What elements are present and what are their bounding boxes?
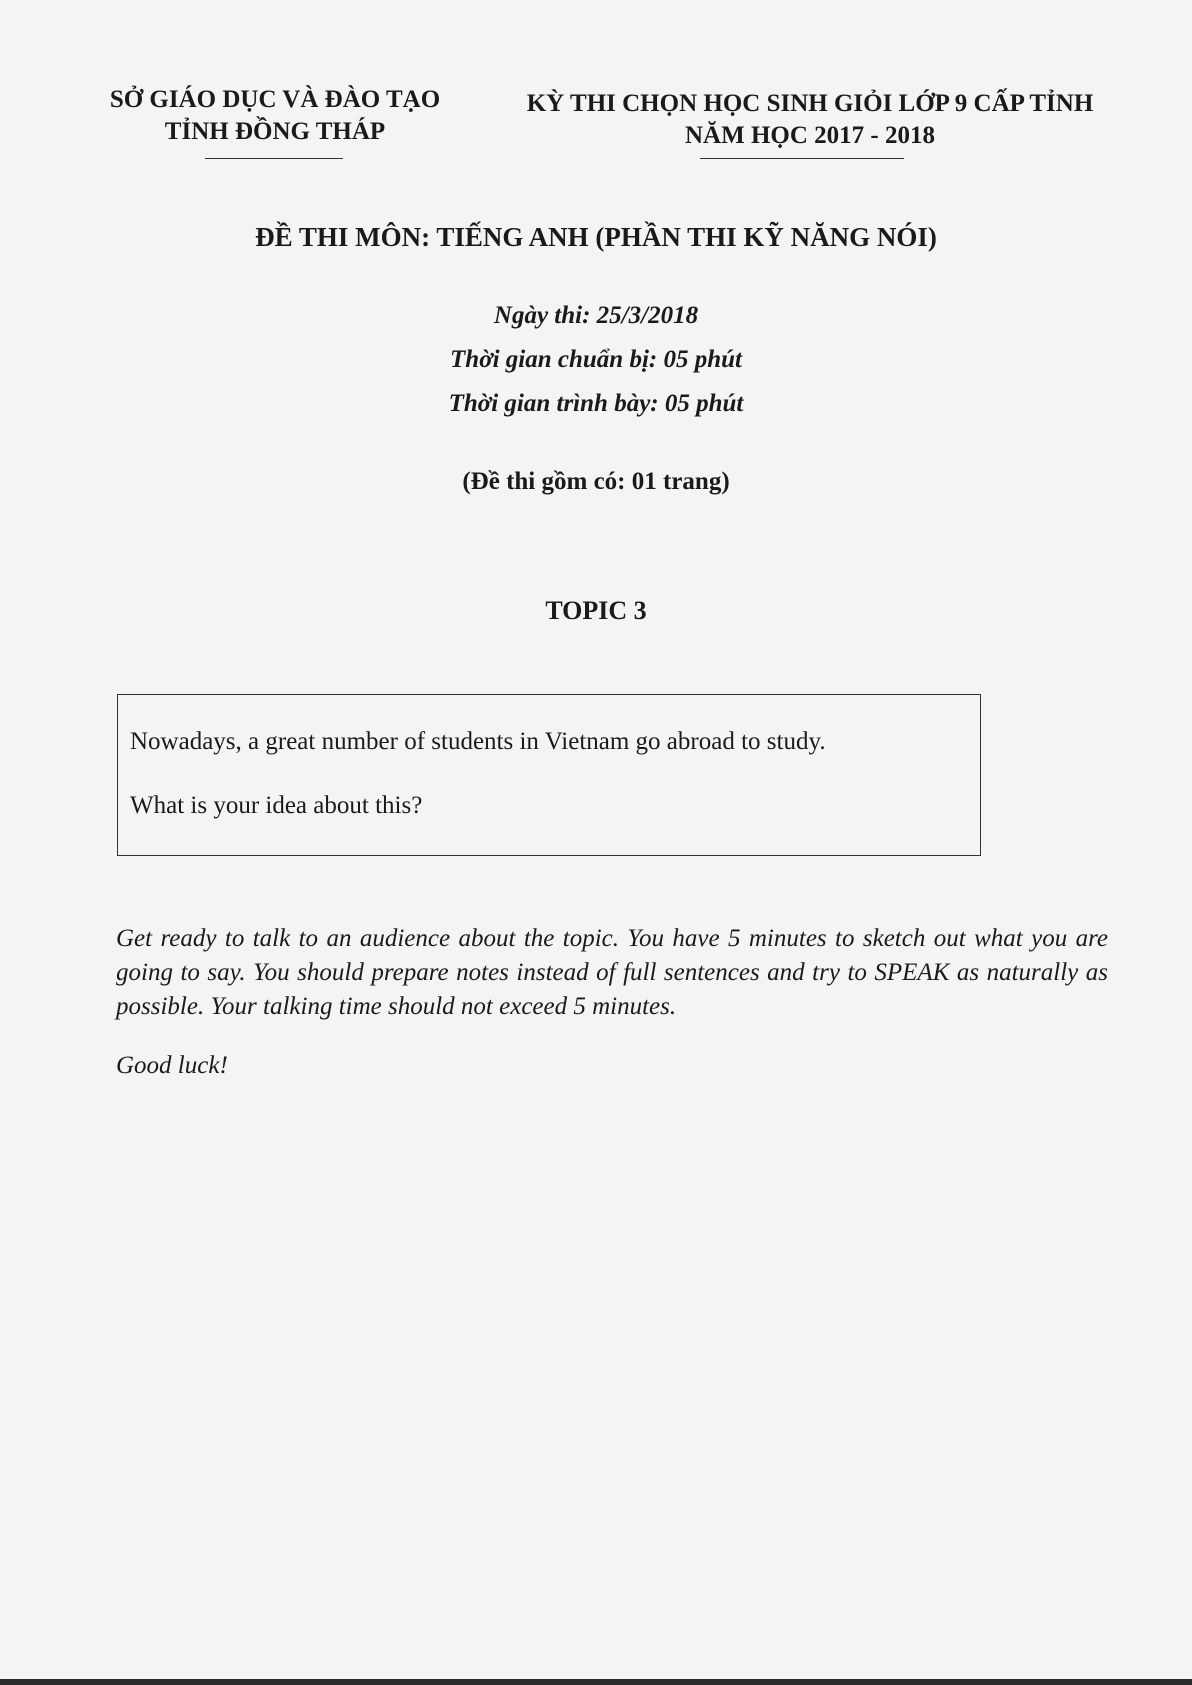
topic-heading: TOPIC 3 xyxy=(545,596,647,625)
instructions: Get ready to talk to an audience about the topic. You have 5 minutes to sketch out what you are going to say. You should prepare notes instead of full sentences and try to SPEAK as naturally as possible. Your talking time should not exceed 5 minutes. xyxy=(116,925,1108,1020)
exam-name: KỲ THI CHỌN HỌC SINH GIỎI LỚP 9 CẤP TỈNH xyxy=(526,90,1094,117)
topic-statement: Nowadays, a great number of students in Vietnam go abroad to study. xyxy=(130,728,826,755)
closing-note: Good luck! xyxy=(116,1052,228,1079)
topic-question: What is your idea about this? xyxy=(130,792,423,819)
topic-box xyxy=(117,694,981,856)
department-name: SỞ GIÁO DỤC VÀ ĐÀO TẠO xyxy=(109,86,441,113)
presentation-time: Thời gian trình bày: 05 phút xyxy=(448,390,744,417)
exam-underline xyxy=(700,158,904,159)
department-underline xyxy=(205,158,343,159)
exam-header xyxy=(500,88,1120,152)
scan-bottom-edge xyxy=(0,1679,1192,1685)
page-count-note: (Đề thi gồm có: 01 trang) xyxy=(462,468,730,495)
province-name: TỈNH ĐỒNG THÁP xyxy=(164,118,386,145)
exam-title: ĐỀ THI MÔN: TIẾNG ANH (PHẦN THI KỸ NĂNG NÓI) xyxy=(255,222,937,252)
exam-date: Ngày thi: 25/3/2018 xyxy=(493,302,699,329)
department-header xyxy=(90,84,460,148)
school-year: NĂM HỌC 2017 - 2018 xyxy=(685,122,935,149)
preparation-time: Thời gian chuẩn bị: 05 phút xyxy=(450,346,742,373)
